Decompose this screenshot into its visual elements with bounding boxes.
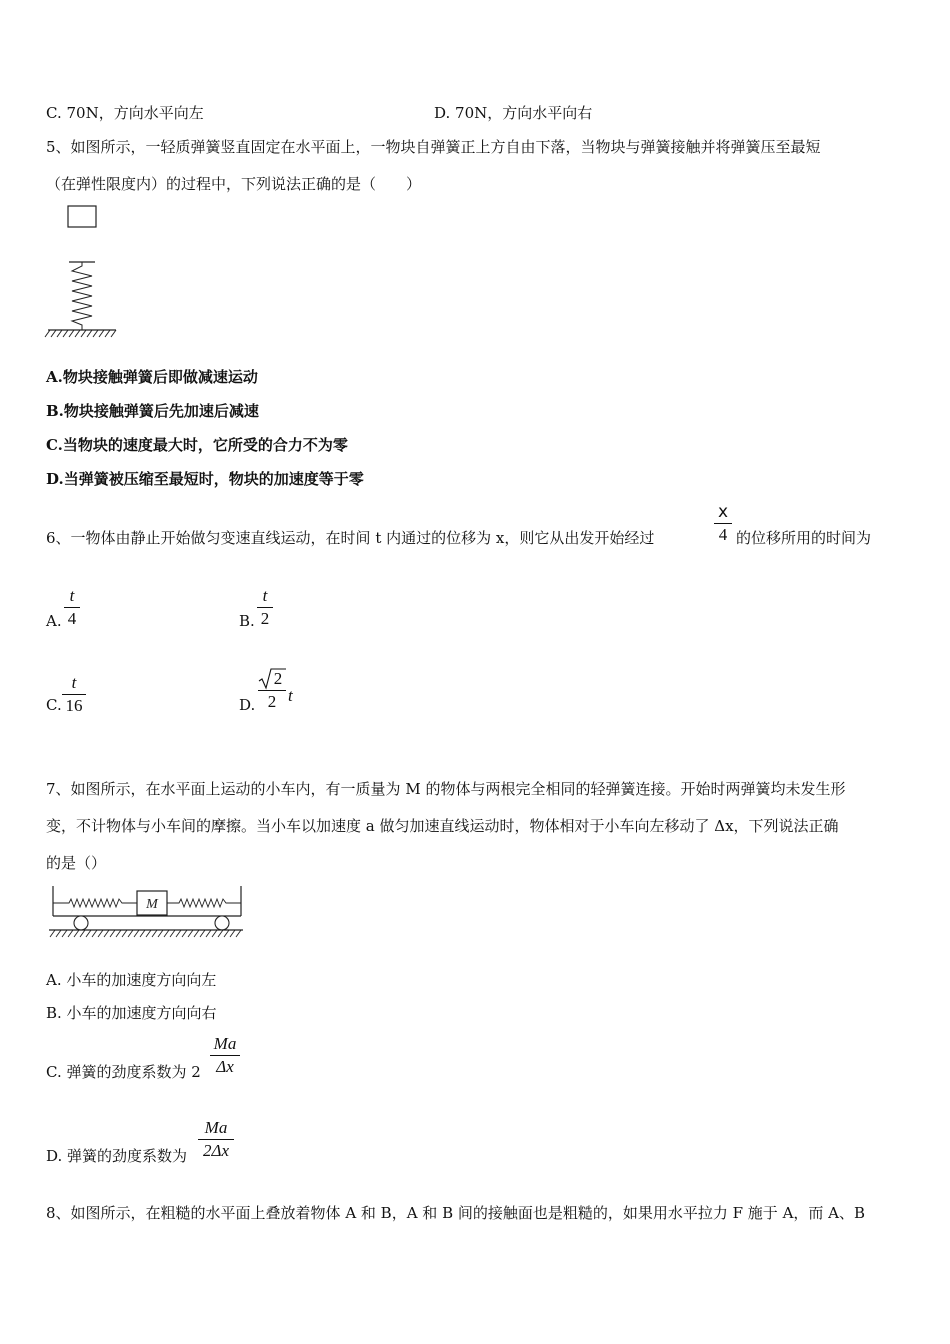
falling-block <box>68 206 96 227</box>
q8-stem-line1: 8、如图所示，在粗糙的水平面上叠放着物体 A 和 B，A 和 B 间的接触面也是粗糙的，如果用水平拉力 F 施于 A，而 A、B <box>46 1204 866 1222</box>
q6-option-d-fraction <box>258 669 286 712</box>
q6-option-c-label: C. <box>46 696 62 714</box>
fraction-numerator: Ma <box>204 1118 228 1137</box>
q7-option-b: B. 小车的加速度方向向右 <box>46 1004 217 1022</box>
q7-stem-line2: 变，不计物体与小车间的摩擦。当小车以加速度 a 做匀加速直线运动时，物体相对于小车向左移动了 Δx，下列说法正确 <box>46 817 839 835</box>
q6-option-a-fraction <box>64 586 80 629</box>
q7-cart-figure <box>47 882 247 942</box>
q7-option-d-text: D. 弹簧的劲度系数为 <box>46 1147 188 1165</box>
left-wheel <box>74 916 88 930</box>
vertical-spring <box>72 262 92 330</box>
q6-option-d-tail: t <box>288 686 293 705</box>
q7-option-c-text: C. 弹簧的劲度系数为 2 <box>46 1063 201 1081</box>
left-spring <box>53 899 137 907</box>
q5-stem-line1: 5、如图所示，一轻质弹簧竖直固定在水平面上，一物块自弹簧正上方自由下落，当物块与弹簧接触并将弹簧压至最短 <box>46 138 821 156</box>
fraction-denominator: Δx <box>216 1057 234 1076</box>
q5-spring-figure <box>44 204 164 344</box>
q6-option-d-label: D. <box>239 696 256 714</box>
q4-option-d: D. 70N，方向水平向右 <box>434 104 593 122</box>
q4-option-c: C. 70N，方向水平向左 <box>46 104 204 122</box>
fraction-denominator: 4 <box>67 609 77 628</box>
right-spring <box>167 899 241 907</box>
fraction-denominator: 2 <box>260 609 270 628</box>
q7-stem-line1: 7、如图所示，在水平面上运动的小车内，有一质量为 M 的物体与两根完全相同的轻弹簧连接。开始时两弹簧均未发生形 <box>46 780 846 798</box>
q6-option-c-fraction <box>62 673 86 716</box>
fraction-denominator: 4 <box>718 525 728 544</box>
fraction-numerator: t <box>69 586 75 605</box>
fraction-denominator: 2 <box>267 692 277 711</box>
fraction-denominator: 2Δx <box>202 1141 230 1160</box>
mass-label: M <box>146 897 158 912</box>
fraction-numerator: Ma <box>213 1034 237 1053</box>
q6-stem-before: 6、一物体由静止开始做匀变速直线运动，在时间 t 内通过的位移为 x，则它从出发开始经过 <box>46 529 655 547</box>
q6-option-b-fraction <box>257 586 273 629</box>
fraction-numerator: t <box>71 673 77 692</box>
q6-stem-after: 的位移所用的时间为 <box>736 529 872 547</box>
q7-option-c-fraction <box>210 1034 240 1077</box>
fraction-numerator: t <box>262 586 268 605</box>
fraction-denominator: 16 <box>65 696 83 715</box>
q7-option-a: A. 小车的加速度方向向左 <box>46 971 217 989</box>
q5-stem-line2: （在弹性限度内）的过程中，下列说法正确的是（ ） <box>46 175 422 193</box>
q7-option-d-fraction <box>198 1118 234 1161</box>
fraction-numerator <box>258 669 286 689</box>
q5-option-a: A.物块接触弹簧后即做减速运动 <box>46 368 258 386</box>
q5-option-c: C.当物块的速度最大时，它所受的合力不为零 <box>46 436 348 454</box>
q6-option-a-label: A. <box>46 612 62 630</box>
q6-option-b-label: B. <box>239 612 255 630</box>
sqrt-icon <box>258 668 274 690</box>
right-wheel <box>215 916 229 930</box>
sqrt-radicand: 2 <box>273 669 283 688</box>
q6-stem-fraction <box>714 502 732 545</box>
fraction-numerator: x <box>717 502 729 522</box>
q5-option-b: B.物块接触弹簧后先加速后减速 <box>46 402 259 420</box>
q5-option-d: D.当弹簧被压缩至最短时，物块的加速度等于零 <box>46 470 364 488</box>
q7-stem-line3: 的是（） <box>46 854 107 872</box>
